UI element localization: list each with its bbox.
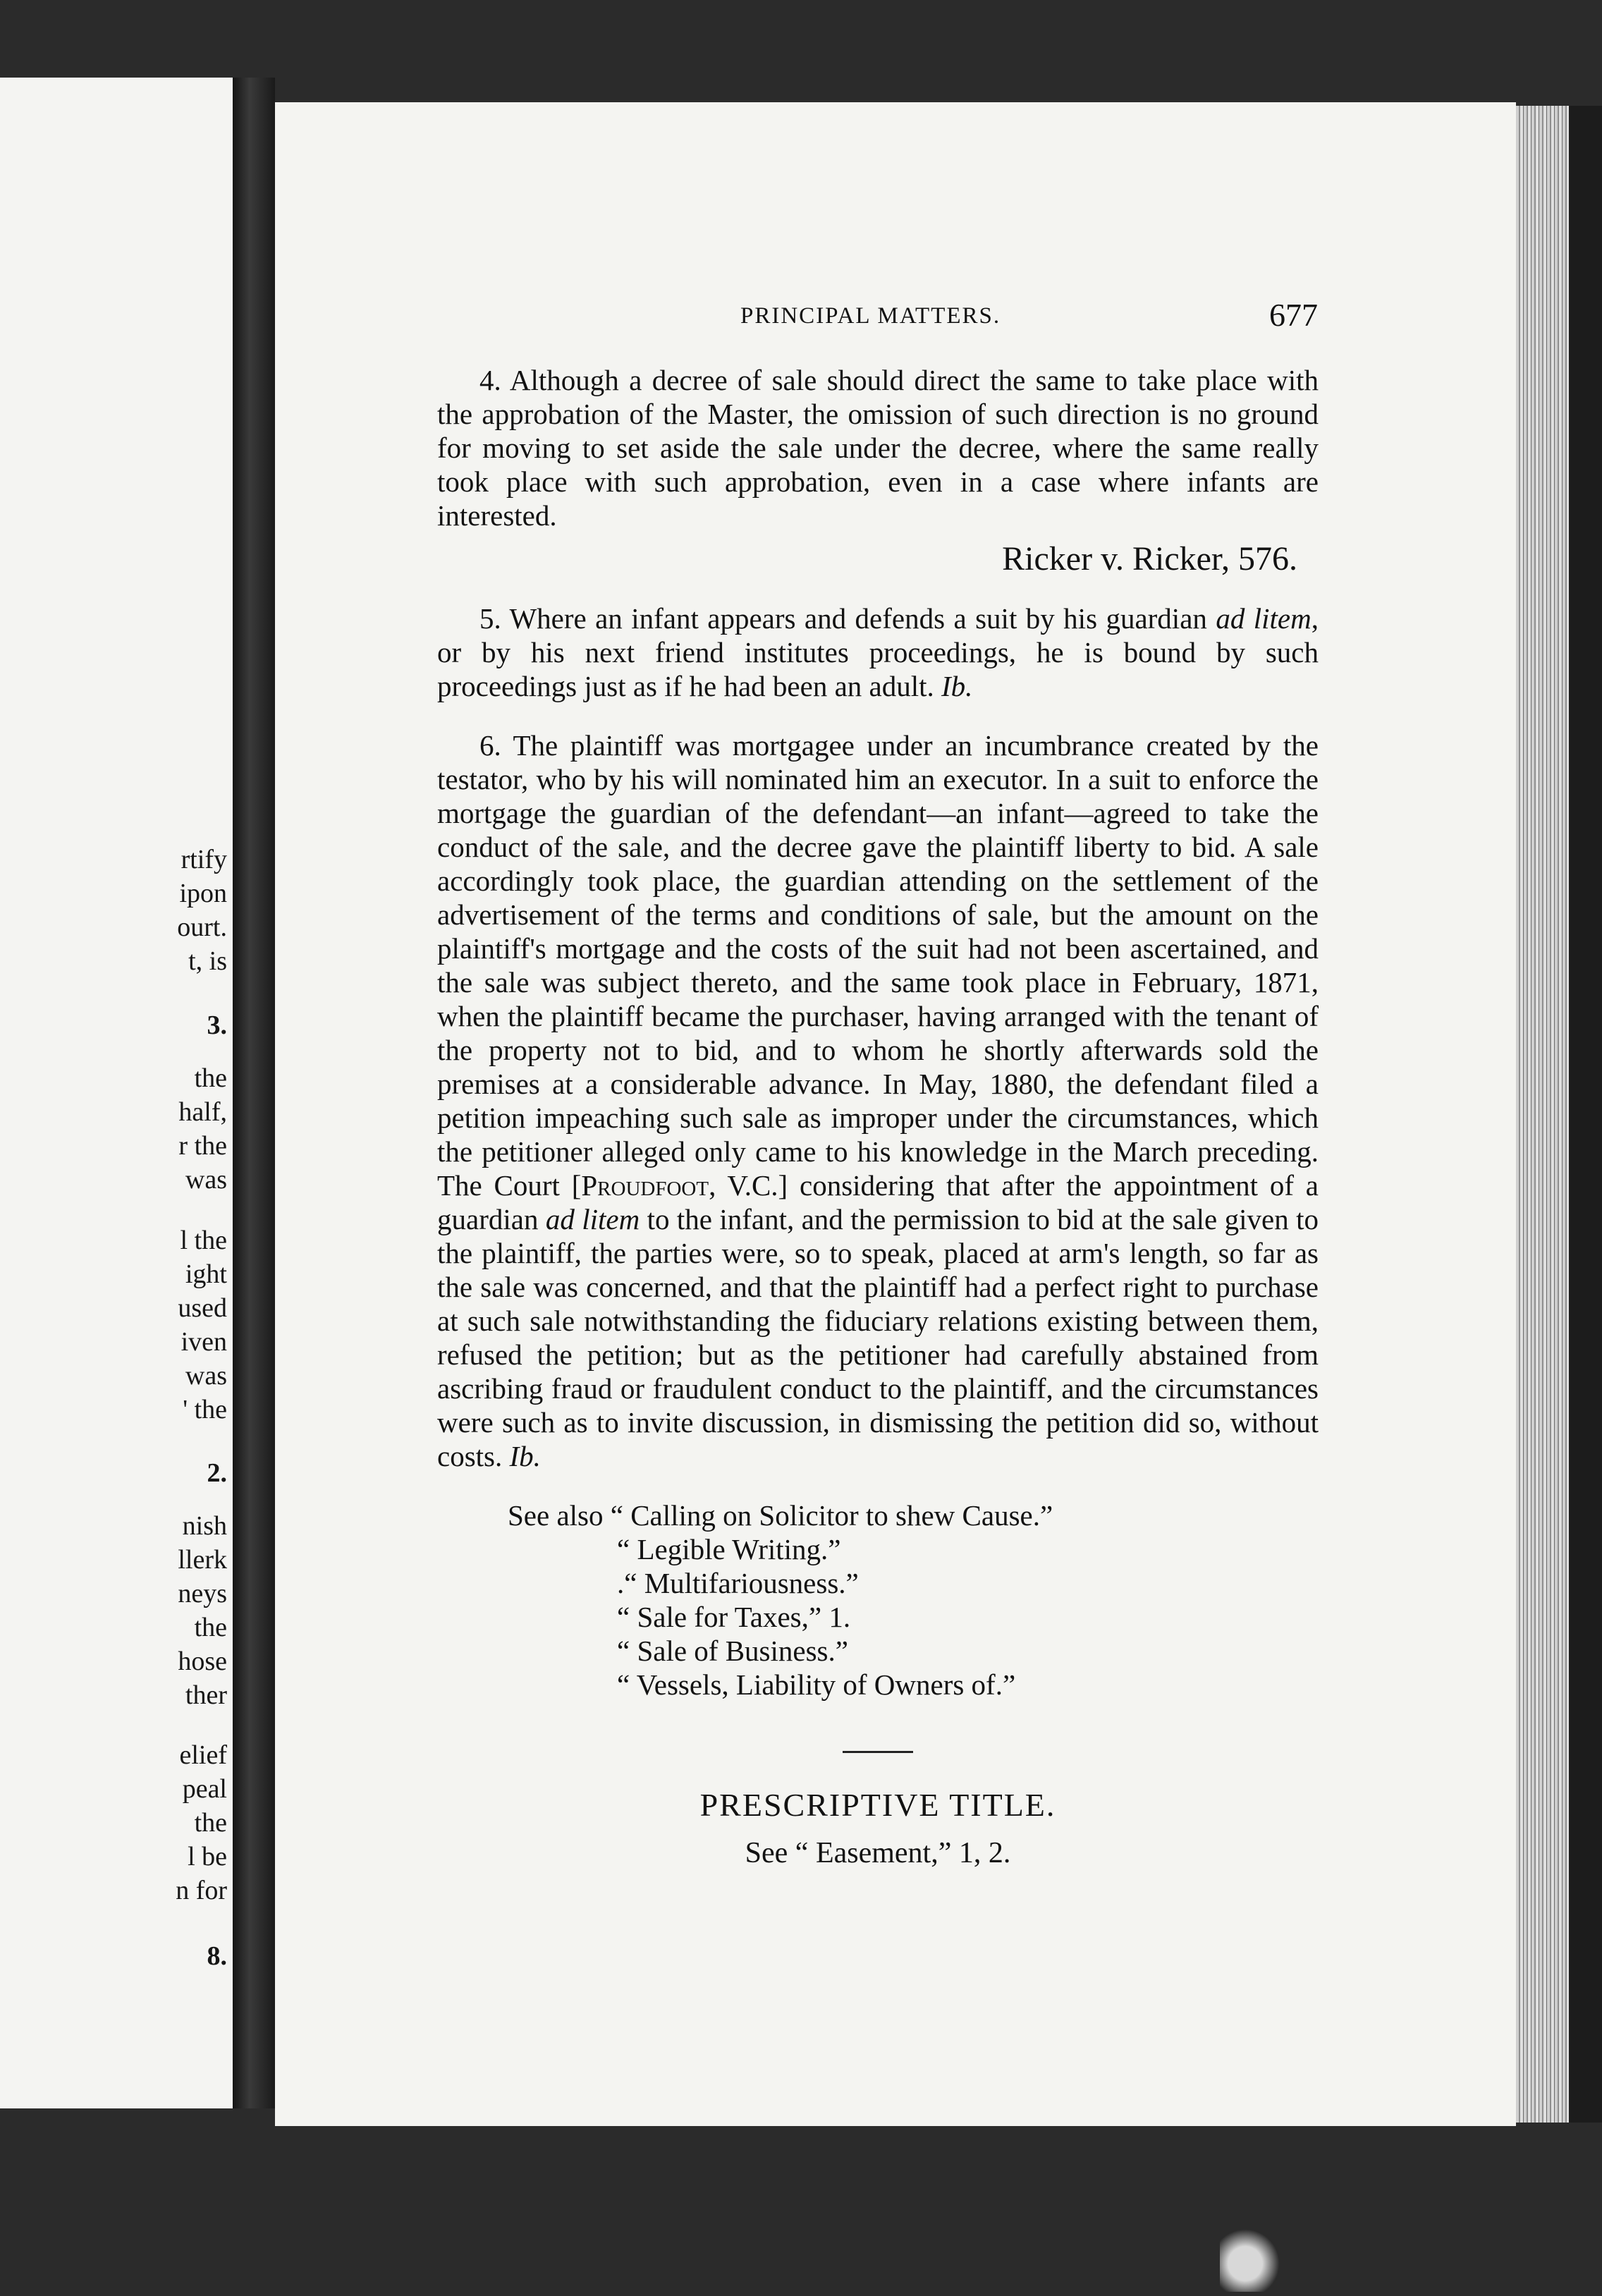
section-divider: [843, 1751, 913, 1753]
facing-page-fragment: [0, 78, 233, 2108]
facing-page-line: nish: [182, 1511, 227, 1541]
ibid-reference: Ib.: [509, 1440, 541, 1472]
facing-page-line: n for: [176, 1876, 227, 1905]
paragraph-4: [437, 363, 1319, 532]
page-body: [437, 363, 1319, 1870]
facing-page-line: ' the: [183, 1395, 227, 1424]
paragraph-text: Although a decree of sale should direct the same to take place with the approbation of the Master, the omission of such direction is no ground for moving to set aside the sale under the decree, where the same really took place with such approbation, even in a case where infants are interested.: [437, 364, 1319, 532]
see-also-item: “ Calling on Solicitor to shew Cause.”: [610, 1499, 1053, 1532]
facing-page-line: the: [194, 1063, 227, 1093]
see-also-item: “ Legible Writing.”: [617, 1533, 841, 1565]
facing-page-line: 8.: [207, 1941, 227, 1971]
paragraph-text: , V.C.] considering that after the appointment of a guardian: [437, 1169, 1319, 1235]
paper-damage: [1220, 2221, 1283, 2292]
facing-page-line: t, is: [188, 946, 227, 976]
paragraph-6: [437, 728, 1319, 1473]
section-heading: PRESCRIPTIVE TITLE.: [699, 1787, 1056, 1823]
facing-page-line: was: [185, 1361, 227, 1391]
ibid-reference: Ib.: [941, 670, 973, 702]
facing-page-line: l the: [180, 1226, 227, 1255]
facing-page-line: 3.: [207, 1010, 227, 1040]
italic-term: ad litem: [1216, 602, 1311, 635]
running-head: PRINCIPAL MATTERS.: [740, 303, 1001, 329]
see-also-label: See also: [508, 1499, 604, 1532]
facing-page-line: neys: [178, 1579, 227, 1608]
see-also-first-line: [437, 1498, 1319, 1532]
facing-page-line: used: [178, 1293, 227, 1323]
facing-page-line: ipon: [179, 879, 227, 908]
case-citation: Ricker v. Ricker, 576.: [1002, 540, 1297, 578]
paragraph-number: 5.: [479, 602, 501, 635]
facing-page-line: ight: [185, 1259, 227, 1289]
book-gutter: [233, 78, 275, 2108]
see-also-item: .“ Multifariousness.”: [617, 1567, 859, 1599]
page-number: 677: [1269, 297, 1318, 333]
facing-page-line: ther: [185, 1680, 227, 1710]
facing-page-line: the: [194, 1613, 227, 1642]
paragraph-text: The plaintiff was mortgagee under an incumbrance created by the testator, who by his will nominated him an executor. In a suit to enforce the mortgage the guardian of the defendant—an infant—agreed to take the conduct of the sale, and the decree gave the plaintiff liberty to bid. A sale accordingly took place, the guardian attending on the settlement of the advertisement of the terms and conditions of sale, but the amount on the plaintiff's mortgage and the costs of the suit had not been ascertained, and the sale was subject thereto, and the same took place in February, 1871, when the plaintiff became the purchaser, having arranged with the tenant of the property not to bid, and to whom he shortly afterwards sold the premises at a considerable advance. In May, 1880, the defendant filed a petition impeaching such sale as improper under the circumstances, which the petitioner alleged only came to his knowledge in the March preceding. The Court [: [437, 729, 1319, 1202]
facing-page-line: 2.: [207, 1458, 227, 1488]
paragraph-number: 4.: [479, 364, 501, 396]
facing-page-line: peal: [182, 1774, 227, 1804]
facing-page-line: hose: [178, 1647, 227, 1676]
paragraph-number: 6.: [479, 729, 501, 762]
facing-page-line: half,: [178, 1097, 227, 1127]
italic-term: ad litem: [545, 1203, 640, 1235]
see-also-item: “ Sale for Taxes,” 1.: [617, 1601, 851, 1633]
see-also-item: “ Vessels, Liability of Owners of.”: [617, 1668, 1016, 1701]
facing-page-line: rtify: [181, 845, 227, 874]
see-also-item: “ Sale of Business.”: [617, 1635, 848, 1667]
book-edge-shadow: [1569, 106, 1602, 2123]
judge-name: Proudfoot: [581, 1169, 709, 1202]
facing-page-line: r the: [178, 1131, 227, 1161]
facing-page-line: elief: [179, 1740, 227, 1770]
facing-page-line: l be: [188, 1842, 227, 1871]
paragraph-text: to the infant, and the permission to bid at the sale given to the plaintiff, the parties were, so to speak, placed at arm's length, so far as the sale was concerned, and that the plaintiff had a perfect right to purchase at such sale notwithstanding the fiduciary relations existing between them, refused the petition; but as the petitioner had carefully abstained from ascribing fraud or fraudulent conduct to the plaintiff, and the circumstances were such as to invite discussion, in dismissing the petition did so, without costs.: [437, 1203, 1319, 1472]
paragraph-text: , or by his next friend institutes proceedings, he is bound by such proceedings just as if he had been an adult.: [437, 602, 1319, 702]
page-edges: [1516, 106, 1569, 2123]
facing-page-line: the: [194, 1808, 227, 1838]
facing-page-line: ourt.: [177, 912, 227, 942]
see-also-list: [437, 1498, 1319, 1702]
facing-page-line: was: [185, 1165, 227, 1195]
facing-page-line: iven: [181, 1327, 227, 1357]
facing-page-line: llerk: [178, 1545, 227, 1575]
paragraph-5: [437, 602, 1319, 703]
section-reference: See “ Easement,” 1, 2.: [745, 1837, 1011, 1869]
paragraph-text: Where an infant appears and defends a suit by his guardian: [509, 602, 1216, 635]
